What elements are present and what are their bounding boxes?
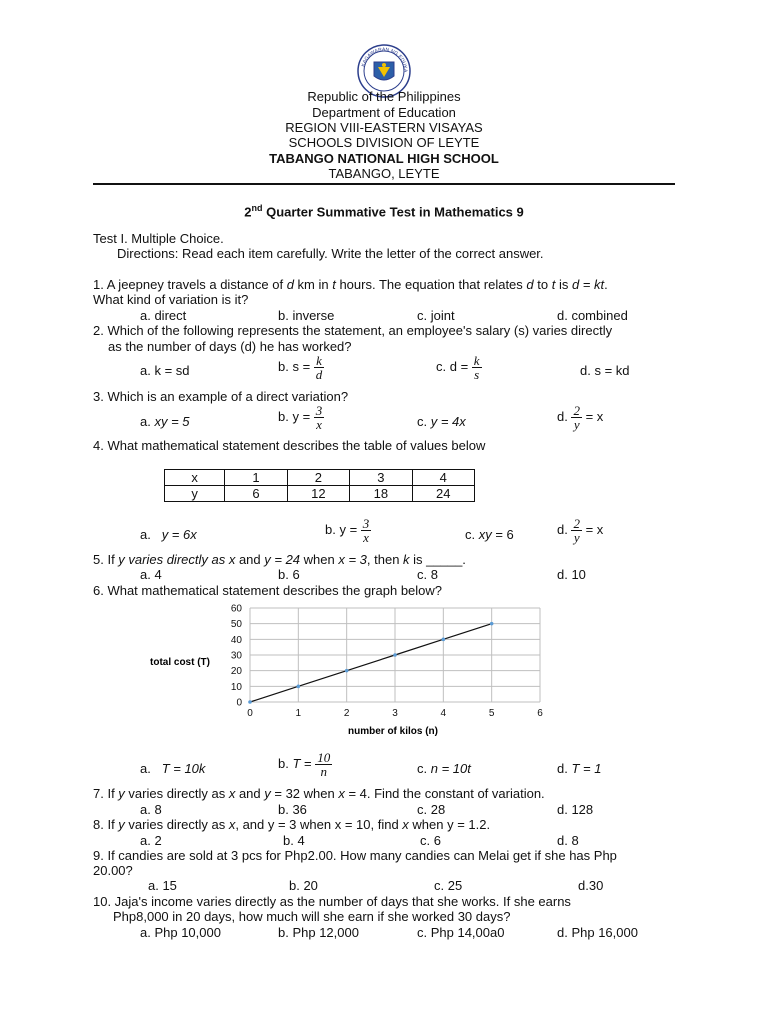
question-9-line2: 20.00?	[93, 863, 133, 878]
table-cell: 24	[412, 486, 474, 502]
q7-choice-c: c. 28	[417, 802, 446, 817]
question-1-line2: What kind of variation is it?	[93, 292, 249, 307]
q2-choice-d: d. s = kd	[580, 363, 630, 378]
q8-choice-d: d. 8	[557, 833, 579, 848]
header-divider	[93, 183, 675, 185]
y-tick-label: 0	[236, 697, 242, 709]
q6-choice-d: d. T = 1	[557, 761, 602, 776]
table-row-x	[165, 470, 475, 486]
q6-choice-c: c. n = 10t	[417, 761, 471, 776]
data-point	[490, 622, 494, 626]
data-point	[393, 653, 397, 657]
test-title: 2nd Quarter Summative Test in Mathematics 9	[244, 203, 524, 220]
x-tick-label: 4	[440, 708, 447, 719]
q5-choice-d: d. 10	[557, 567, 586, 582]
q10-choice-a: a. Php 10,000	[140, 925, 221, 940]
q3-choice-d: d. $\frac{2}{y}$ = x	[557, 403, 604, 432]
q1-choice-d: d. combined	[557, 308, 628, 323]
q5-choice-c: c. 8	[417, 567, 438, 582]
data-point	[442, 638, 446, 642]
table-cell: 3	[350, 470, 412, 486]
data-point	[345, 669, 349, 673]
header-republic: Republic of the Philippines	[307, 89, 461, 104]
x-tick-label: 3	[392, 708, 398, 719]
q8-choice-c: c. 6	[420, 833, 441, 848]
x-tick-label: 6	[537, 708, 543, 719]
question-1: 1. A jeepney travels a distance of d km in t hours. The equation that relates d to t is d = kt.	[93, 277, 608, 292]
question-6: 6. What mathematical statement describes the graph below?	[93, 583, 443, 598]
header-division: SCHOOLS DIVISION OF LEYTE	[288, 135, 480, 150]
header-department: Department of Education	[312, 105, 456, 120]
question-2-line2: as the number of days (d) he has worked?	[108, 339, 352, 354]
q3-choice-a: a. xy = 5	[140, 414, 190, 429]
x-tick-label: 0	[247, 708, 253, 719]
y-tick-label: 60	[230, 603, 242, 615]
cost-line-chart	[140, 598, 560, 743]
table-cell: 1	[225, 470, 287, 486]
table-cell: 12	[287, 486, 349, 502]
q4-choice-d: d. $\frac{2}{y}$ = x	[557, 516, 604, 545]
x-tick-label: 2	[343, 708, 350, 719]
q8-choice-a: a. 2	[140, 833, 162, 848]
q1-choice-a: a. direct	[140, 308, 187, 323]
x-tick-label: 1	[295, 708, 302, 719]
q2-choice-b: b. s = $\frac{k}{d}$	[278, 353, 323, 382]
q4-choice-a: a. y = 6x	[140, 527, 197, 542]
data-point	[297, 685, 301, 689]
y-tick-label: 20	[230, 666, 242, 678]
q9-choice-d: d.30	[578, 878, 604, 893]
question-5: 5. If y varies directly as x and y = 24 when x = 3, then k is _____.	[93, 552, 466, 567]
q9-choice-b: b. 20	[289, 878, 318, 893]
q2-choice-c: c. d = $\frac{k}{s}$	[436, 353, 480, 382]
table-cell: 4	[412, 470, 474, 486]
q3-choice-b: b. y = $\frac{3}{x}$	[278, 403, 323, 432]
table-cell: 6	[225, 486, 287, 502]
y-tick-label: 10	[230, 681, 242, 693]
q5-choice-b: b. 6	[278, 567, 300, 582]
question-3: 3. Which is an example of a direct variation?	[93, 389, 349, 404]
header-town: TABANGO, LEYTE	[328, 166, 440, 181]
question-7: 7. If y varies directly as x and y = 32 when x = 4. Find the constant of variation.	[93, 786, 545, 801]
table-row-y	[165, 486, 475, 502]
values-table	[164, 469, 475, 502]
table-cell: y	[165, 486, 225, 502]
question-10: 10. Jaja's income varies directly as the number of days that she works. If she earns	[93, 894, 571, 909]
y-tick-label: 30	[230, 650, 242, 662]
table-cell: x	[165, 470, 225, 486]
table-cell: 18	[350, 486, 412, 502]
question-8: 8. If y varies directly as x, and y = 3 when x = 10, find x when y = 1.2.	[93, 817, 491, 832]
header-school: TABANGO NATIONAL HIGH SCHOOL	[269, 151, 499, 166]
q10-choice-d: d. Php 16,000	[557, 925, 638, 940]
y-axis-label: total cost (T)	[150, 657, 210, 668]
q6-choice-a: a. T = 10k	[140, 761, 206, 776]
question-10-line2: Php8,000 in 20 days, how much will she earn if she worked 30 days?	[113, 909, 511, 924]
q7-choice-d: d. 128	[557, 802, 594, 817]
q2-choice-a: a. k = sd	[140, 363, 190, 378]
table-cell: 2	[287, 470, 349, 486]
q4-choice-b: b. y = $\frac{3}{x}$	[325, 516, 370, 545]
question-9: 9. If candies are sold at 3 pcs for Php2.00. How many candies can Melai get if she has Php	[93, 848, 617, 863]
q1-choice-c: c. joint	[417, 308, 455, 323]
x-tick-label: 5	[488, 708, 495, 719]
q1-choice-b: b. inverse	[278, 308, 335, 323]
test-directions: Directions: Read each item carefully. Write the letter of the correct answer.	[117, 246, 544, 261]
q3-choice-c: c. y = 4x	[417, 414, 466, 429]
q9-choice-c: c. 25	[434, 878, 463, 893]
q9-choice-a: a. 15	[148, 878, 177, 893]
header-region: REGION VIII-EASTERN VISAYAS	[285, 120, 483, 135]
test-heading: Test I. Multiple Choice.	[93, 231, 224, 246]
q10-choice-c: c. Php 14,00a0	[417, 925, 505, 940]
q4-choice-c: c. xy = 6	[465, 527, 514, 542]
y-tick-label: 50	[230, 619, 242, 631]
series-line	[250, 624, 492, 702]
q8-choice-b: b. 4	[283, 833, 305, 848]
x-axis-label: number of kilos (n)	[348, 726, 438, 737]
q7-choice-a: a. 8	[140, 802, 162, 817]
q7-choice-b: b. 36	[278, 802, 307, 817]
data-point	[248, 700, 252, 704]
q10-choice-b: b. Php 12,000	[278, 925, 359, 940]
question-4: 4. What mathematical statement describes the table of values below	[93, 438, 486, 453]
question-2: 2. Which of the following represents the statement, an employee's salary (s) varies directly	[93, 323, 613, 338]
q5-choice-a: a. 4	[140, 567, 162, 582]
seal-text: KAGAWARAN NG EDUKA	[360, 46, 409, 73]
q6-choice-b: b. T = $\frac{10}{n}$	[278, 750, 331, 779]
y-tick-label: 40	[230, 634, 242, 646]
